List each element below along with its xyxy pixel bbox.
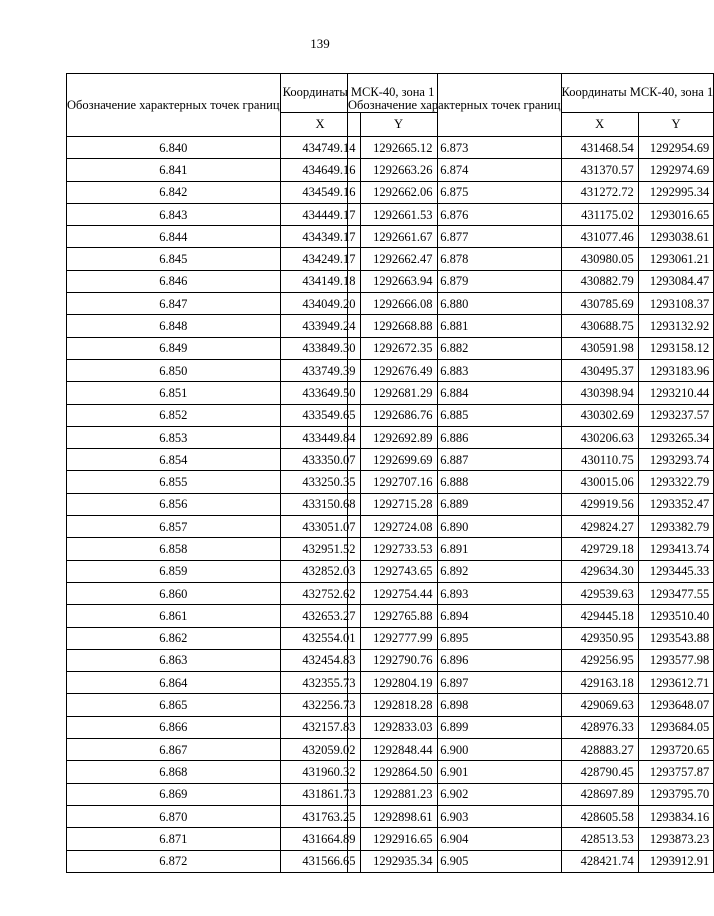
x-coordinate-cell: 431763.25 [280, 805, 360, 827]
point-name-cell: 6.847 [67, 293, 281, 315]
y-coordinate-cell: 1292974.69 [638, 159, 713, 181]
x-coordinate-cell: 432355.73 [280, 672, 360, 694]
point-name-cell: 6.845 [67, 248, 281, 270]
point-name-cell: 6.865 [67, 694, 281, 716]
point-name-cell: 6.893 [348, 582, 562, 604]
x-coordinate-cell: 434249.17 [280, 248, 360, 270]
point-name-cell: 6.846 [67, 270, 281, 292]
point-name-cell: 6.891 [348, 538, 562, 560]
x-coordinate-cell: 432852.03 [280, 560, 360, 582]
x-coordinate-cell: 430980.05 [561, 248, 638, 270]
x-coordinate-cell: 432454.83 [280, 649, 360, 671]
x-coordinate-cell: 428976.33 [561, 716, 638, 738]
x-coordinate-cell: 429919.56 [561, 493, 638, 515]
point-name-cell: 6.843 [67, 203, 281, 225]
x-coordinate-cell: 431861.73 [280, 783, 360, 805]
table-row [348, 828, 714, 850]
x-coordinate-cell: 428421.74 [561, 850, 638, 872]
table-row [348, 404, 714, 426]
table-row [348, 449, 714, 471]
table-row [348, 181, 714, 203]
x-coordinate-cell: 433449.84 [280, 426, 360, 448]
y-coordinate-cell: 1293158.12 [638, 337, 713, 359]
table-row [348, 739, 714, 761]
table-row [348, 270, 714, 292]
table-row [348, 426, 714, 448]
y-coordinate-cell: 1293210.44 [638, 382, 713, 404]
y-coordinate-cell: 1292672.35 [360, 337, 437, 359]
x-coordinate-cell: 433051.07 [280, 516, 360, 538]
y-coordinate-cell: 1293265.34 [638, 426, 713, 448]
y-coordinate-cell: 1293237.57 [638, 404, 713, 426]
point-name-cell: 6.895 [348, 627, 562, 649]
y-coordinate-cell: 1293413.74 [638, 538, 713, 560]
table-row [348, 672, 714, 694]
x-coordinate-cell: 433749.39 [280, 359, 360, 381]
y-coordinate-cell: 1293873.23 [638, 828, 713, 850]
x-coordinate-cell: 433250.35 [280, 471, 360, 493]
x-coordinate-cell: 434749.14 [280, 137, 360, 159]
x-coordinate-cell: 431468.54 [561, 137, 638, 159]
x-coordinate-cell: 428790.45 [561, 761, 638, 783]
point-name-cell: 6.854 [67, 449, 281, 471]
y-coordinate-cell: 1292715.28 [360, 493, 437, 515]
y-coordinate-cell: 1292754.44 [360, 582, 437, 604]
y-coordinate-cell: 1292686.76 [360, 404, 437, 426]
x-coordinate-cell: 434449.17 [280, 203, 360, 225]
point-name-cell: 6.899 [348, 716, 562, 738]
point-name-cell: 6.874 [348, 159, 562, 181]
y-coordinate-cell: 1292665.12 [360, 137, 437, 159]
y-coordinate-cell: 1292743.65 [360, 560, 437, 582]
point-name-cell: 6.889 [348, 493, 562, 515]
point-name-cell: 6.867 [67, 739, 281, 761]
header-y: Y [638, 112, 713, 136]
y-coordinate-cell: 1293834.16 [638, 805, 713, 827]
y-coordinate-cell: 1293322.79 [638, 471, 713, 493]
table-body-right [348, 137, 714, 873]
y-coordinate-cell: 1292676.49 [360, 359, 437, 381]
point-name-cell: 6.901 [348, 761, 562, 783]
x-coordinate-cell: 429069.63 [561, 694, 638, 716]
point-name-cell: 6.883 [348, 359, 562, 381]
point-name-cell: 6.870 [67, 805, 281, 827]
y-coordinate-cell: 1293684.05 [638, 716, 713, 738]
y-coordinate-cell: 1292898.61 [360, 805, 437, 827]
x-coordinate-cell: 433150.68 [280, 493, 360, 515]
x-coordinate-cell: 433849.30 [280, 337, 360, 359]
point-name-cell: 6.861 [67, 605, 281, 627]
point-name-cell: 6.897 [348, 672, 562, 694]
point-name-cell: 6.882 [348, 337, 562, 359]
x-coordinate-cell: 433549.65 [280, 404, 360, 426]
x-coordinate-cell: 430398.94 [561, 382, 638, 404]
x-coordinate-cell: 431272.72 [561, 181, 638, 203]
y-coordinate-cell: 1293038.61 [638, 226, 713, 248]
y-coordinate-cell: 1292724.08 [360, 516, 437, 538]
x-coordinate-cell: 428697.89 [561, 783, 638, 805]
point-name-cell: 6.841 [67, 159, 281, 181]
header-x: X [561, 112, 638, 136]
point-name-cell: 6.873 [348, 137, 562, 159]
y-coordinate-cell: 1293382.79 [638, 516, 713, 538]
point-name-cell: 6.840 [67, 137, 281, 159]
point-name-cell: 6.868 [67, 761, 281, 783]
x-coordinate-cell: 431960.32 [280, 761, 360, 783]
y-coordinate-cell: 1293648.07 [638, 694, 713, 716]
y-coordinate-cell: 1293720.65 [638, 739, 713, 761]
x-coordinate-cell: 429445.18 [561, 605, 638, 627]
table-row [348, 560, 714, 582]
x-coordinate-cell: 430495.37 [561, 359, 638, 381]
point-name-cell: 6.879 [348, 270, 562, 292]
point-name-cell: 6.898 [348, 694, 562, 716]
header-coordinates: Координаты МСК-40, зона 1 [280, 74, 437, 113]
y-coordinate-cell: 1292662.47 [360, 248, 437, 270]
point-name-cell: 6.881 [348, 315, 562, 337]
x-coordinate-cell: 431175.02 [561, 203, 638, 225]
x-coordinate-cell: 430785.69 [561, 293, 638, 315]
table-row [348, 203, 714, 225]
table-row [348, 471, 714, 493]
y-coordinate-cell: 1292864.50 [360, 761, 437, 783]
y-coordinate-cell: 1292818.28 [360, 694, 437, 716]
y-coordinate-cell: 1292916.65 [360, 828, 437, 850]
point-name-cell: 6.855 [67, 471, 281, 493]
point-name-cell: 6.863 [67, 649, 281, 671]
point-name-cell: 6.864 [67, 672, 281, 694]
x-coordinate-cell: 432059.02 [280, 739, 360, 761]
point-name-cell: 6.887 [348, 449, 562, 471]
x-coordinate-cell: 432554.01 [280, 627, 360, 649]
x-coordinate-cell: 431664.89 [280, 828, 360, 850]
x-coordinate-cell: 430206.63 [561, 426, 638, 448]
y-coordinate-cell: 1293912.91 [638, 850, 713, 872]
y-coordinate-cell: 1292765.88 [360, 605, 437, 627]
x-coordinate-cell: 433350.07 [280, 449, 360, 471]
y-coordinate-cell: 1292699.69 [360, 449, 437, 471]
y-coordinate-cell: 1292662.06 [360, 181, 437, 203]
y-coordinate-cell: 1293061.21 [638, 248, 713, 270]
table-row [348, 493, 714, 515]
table-row [348, 805, 714, 827]
point-name-cell: 6.904 [348, 828, 562, 850]
table-row [348, 850, 714, 872]
x-coordinate-cell: 429634.30 [561, 560, 638, 582]
table-row [348, 605, 714, 627]
y-coordinate-cell: 1292954.69 [638, 137, 713, 159]
y-coordinate-cell: 1292881.23 [360, 783, 437, 805]
point-name-cell: 6.876 [348, 203, 562, 225]
point-name-cell: 6.885 [348, 404, 562, 426]
x-coordinate-cell: 431370.57 [561, 159, 638, 181]
point-name-cell: 6.860 [67, 582, 281, 604]
y-coordinate-cell: 1292848.44 [360, 739, 437, 761]
coordinates-table-right [347, 73, 714, 873]
table-row [348, 694, 714, 716]
point-name-cell: 6.859 [67, 560, 281, 582]
point-name-cell: 6.872 [67, 850, 281, 872]
point-name-cell: 6.892 [348, 560, 562, 582]
page-number: 139 [310, 36, 330, 51]
table-row [348, 359, 714, 381]
x-coordinate-cell: 430015.06 [561, 471, 638, 493]
x-coordinate-cell: 434349.17 [280, 226, 360, 248]
point-name-cell: 6.890 [348, 516, 562, 538]
y-coordinate-cell: 1293757.87 [638, 761, 713, 783]
table-row [348, 293, 714, 315]
y-coordinate-cell: 1293477.55 [638, 582, 713, 604]
y-coordinate-cell: 1292790.76 [360, 649, 437, 671]
y-coordinate-cell: 1292733.53 [360, 538, 437, 560]
point-name-cell: 6.849 [67, 337, 281, 359]
table-row [348, 226, 714, 248]
table-row [348, 248, 714, 270]
table-row [348, 649, 714, 671]
x-coordinate-cell: 431077.46 [561, 226, 638, 248]
y-coordinate-cell: 1292663.94 [360, 270, 437, 292]
x-coordinate-cell: 432653.27 [280, 605, 360, 627]
y-coordinate-cell: 1293445.33 [638, 560, 713, 582]
y-coordinate-cell: 1293543.88 [638, 627, 713, 649]
y-coordinate-cell: 1293016.65 [638, 203, 713, 225]
table-row [348, 783, 714, 805]
x-coordinate-cell: 430688.75 [561, 315, 638, 337]
table-row [348, 137, 714, 159]
x-coordinate-cell: 429256.95 [561, 649, 638, 671]
point-name-cell: 6.902 [348, 783, 562, 805]
point-name-cell: 6.869 [67, 783, 281, 805]
y-coordinate-cell: 1293612.71 [638, 672, 713, 694]
x-coordinate-cell: 434049.20 [280, 293, 360, 315]
x-coordinate-cell: 429729.18 [561, 538, 638, 560]
table-row [348, 315, 714, 337]
point-name-cell: 6.862 [67, 627, 281, 649]
table-row [348, 627, 714, 649]
point-name-cell: 6.878 [348, 248, 562, 270]
x-coordinate-cell: 432752.62 [280, 582, 360, 604]
x-coordinate-cell: 429824.27 [561, 516, 638, 538]
point-name-cell: 6.853 [67, 426, 281, 448]
y-coordinate-cell: 1293352.47 [638, 493, 713, 515]
x-coordinate-cell: 431566.65 [280, 850, 360, 872]
point-name-cell: 6.842 [67, 181, 281, 203]
table-row [348, 716, 714, 738]
point-name-cell: 6.857 [67, 516, 281, 538]
x-coordinate-cell: 430882.79 [561, 270, 638, 292]
point-name-cell: 6.858 [67, 538, 281, 560]
x-coordinate-cell: 432256.73 [280, 694, 360, 716]
point-name-cell: 6.852 [67, 404, 281, 426]
x-coordinate-cell: 432951.52 [280, 538, 360, 560]
header-point-name: Обозначение характерных точек границ [67, 74, 281, 137]
x-coordinate-cell: 428513.53 [561, 828, 638, 850]
point-name-cell: 6.884 [348, 382, 562, 404]
table-row [348, 516, 714, 538]
y-coordinate-cell: 1292681.29 [360, 382, 437, 404]
x-coordinate-cell: 429350.95 [561, 627, 638, 649]
point-name-cell: 6.886 [348, 426, 562, 448]
x-coordinate-cell: 428883.27 [561, 739, 638, 761]
x-coordinate-cell: 430302.69 [561, 404, 638, 426]
point-name-cell: 6.866 [67, 716, 281, 738]
table-row [348, 159, 714, 181]
x-coordinate-cell: 433649.50 [280, 382, 360, 404]
point-name-cell: 6.900 [348, 739, 562, 761]
y-coordinate-cell: 1292833.03 [360, 716, 437, 738]
header-x: X [280, 112, 360, 136]
x-coordinate-cell: 434649.16 [280, 159, 360, 181]
y-coordinate-cell: 1292707.16 [360, 471, 437, 493]
y-coordinate-cell: 1292668.88 [360, 315, 437, 337]
point-name-cell: 6.894 [348, 605, 562, 627]
y-coordinate-cell: 1293510.40 [638, 605, 713, 627]
y-coordinate-cell: 1293132.92 [638, 315, 713, 337]
x-coordinate-cell: 428605.58 [561, 805, 638, 827]
y-coordinate-cell: 1293795.70 [638, 783, 713, 805]
table-row [348, 582, 714, 604]
y-coordinate-cell: 1293084.47 [638, 270, 713, 292]
point-name-cell: 6.851 [67, 382, 281, 404]
point-name-cell: 6.848 [67, 315, 281, 337]
x-coordinate-cell: 429539.63 [561, 582, 638, 604]
x-coordinate-cell: 429163.18 [561, 672, 638, 694]
point-name-cell: 6.905 [348, 850, 562, 872]
table-row [348, 761, 714, 783]
point-name-cell: 6.880 [348, 293, 562, 315]
y-coordinate-cell: 1293183.96 [638, 359, 713, 381]
point-name-cell: 6.896 [348, 649, 562, 671]
y-coordinate-cell: 1293293.74 [638, 449, 713, 471]
y-coordinate-cell: 1292692.89 [360, 426, 437, 448]
y-coordinate-cell: 1292804.19 [360, 672, 437, 694]
table-row [348, 337, 714, 359]
y-coordinate-cell: 1292935.34 [360, 850, 437, 872]
x-coordinate-cell: 434149.18 [280, 270, 360, 292]
point-name-cell: 6.888 [348, 471, 562, 493]
point-name-cell: 6.871 [67, 828, 281, 850]
x-coordinate-cell: 430591.98 [561, 337, 638, 359]
header-point-name: Обозначение характерных точек границ [348, 74, 562, 137]
y-coordinate-cell: 1292661.67 [360, 226, 437, 248]
header-coordinates: Координаты МСК-40, зона 1 [561, 74, 714, 113]
point-name-cell: 6.850 [67, 359, 281, 381]
point-name-cell: 6.856 [67, 493, 281, 515]
header-y: Y [360, 112, 437, 136]
y-coordinate-cell: 1292661.53 [360, 203, 437, 225]
y-coordinate-cell: 1292995.34 [638, 181, 713, 203]
x-coordinate-cell: 433949.24 [280, 315, 360, 337]
x-coordinate-cell: 432157.83 [280, 716, 360, 738]
x-coordinate-cell: 430110.75 [561, 449, 638, 471]
y-coordinate-cell: 1293577.98 [638, 649, 713, 671]
table-row [348, 382, 714, 404]
x-coordinate-cell: 434549.16 [280, 181, 360, 203]
y-coordinate-cell: 1292777.99 [360, 627, 437, 649]
point-name-cell: 6.844 [67, 226, 281, 248]
y-coordinate-cell: 1293108.37 [638, 293, 713, 315]
point-name-cell: 6.903 [348, 805, 562, 827]
table-row [348, 538, 714, 560]
y-coordinate-cell: 1292666.08 [360, 293, 437, 315]
point-name-cell: 6.875 [348, 181, 562, 203]
point-name-cell: 6.877 [348, 226, 562, 248]
y-coordinate-cell: 1292663.26 [360, 159, 437, 181]
